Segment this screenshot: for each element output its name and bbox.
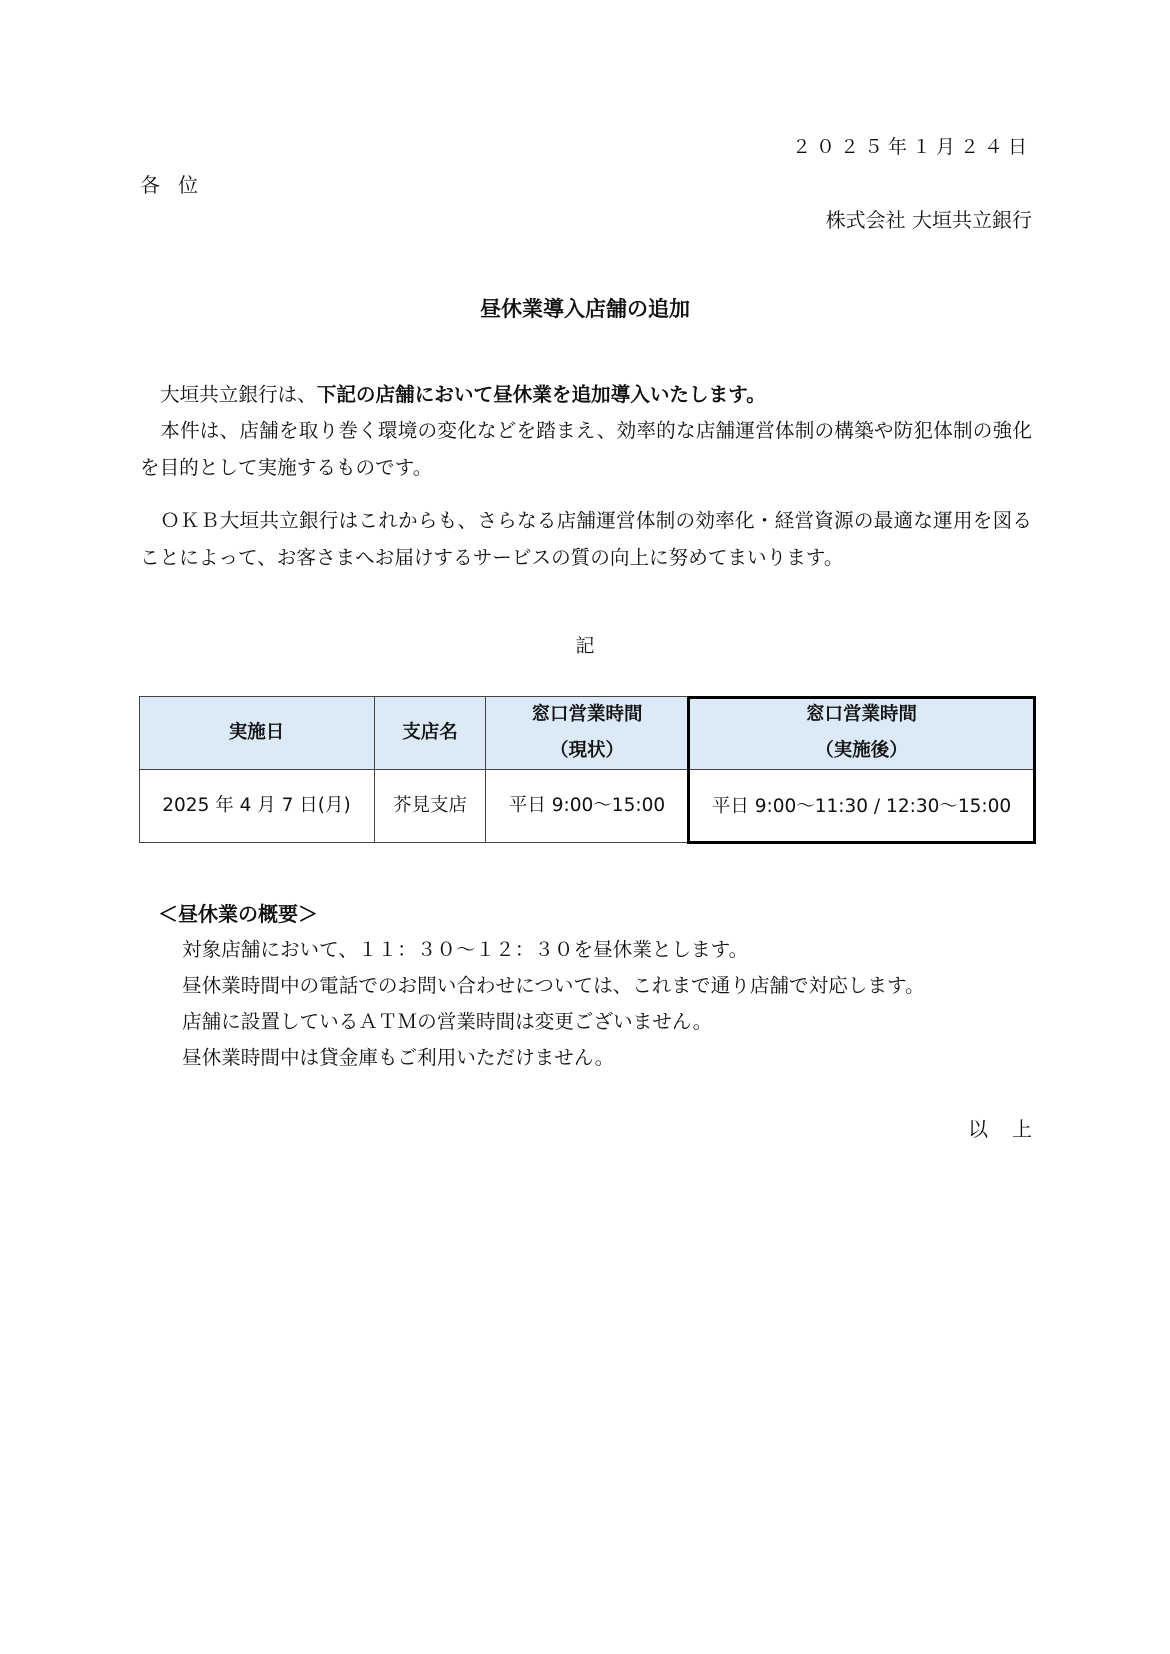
highlight-divider (688, 769, 1035, 770)
sender-name: 株式会社 大垣共立銀行 (825, 208, 1032, 232)
summary-item: 店舗に設置しているＡＴＭの営業時間は変更ございません。 (182, 1010, 713, 1033)
intro-bold-text: 下記の店舗において昼休業を追加導入いたします。 (316, 383, 766, 406)
paragraph-commitment (140, 502, 1032, 576)
closing-mark: 以上 (968, 1117, 1056, 1141)
header-current-line1: 窓口営業時間 (531, 703, 643, 725)
header-current-hours (486, 696, 689, 770)
header-current-line2: （現状） (549, 739, 624, 761)
row-branch-value: 芥見支店 (392, 795, 467, 816)
schedule-table (139, 696, 1036, 843)
row-after-value: 平日 9:00～11:30 / 12:30～15:00 (711, 795, 1012, 817)
row-date-value: 2025 年 4 月 7 日(月) (162, 795, 351, 816)
purpose-text: 本件は、店舗を取り巻く環境の変化などを踏まえ、効率的な店舗運営体制の構築や防犯体制の強化を目的として実施するものです。 (140, 419, 1032, 479)
intro-lead-text: 大垣共立銀行は、 (160, 383, 317, 406)
header-branch-label: 支店名 (402, 721, 458, 743)
header-branch (375, 696, 486, 770)
row-date (139, 770, 375, 843)
row-current-hours (486, 770, 689, 843)
document-title: 昼休業導入店舗の追加 (480, 297, 690, 321)
addressee: 各位 (140, 173, 216, 197)
summary-heading: ＜昼休業の概要＞ (158, 902, 318, 926)
paragraph-purpose (140, 412, 1032, 486)
header-date-label: 実施日 (228, 721, 285, 743)
paragraph-intro (140, 376, 1032, 413)
summary-item: 昼休業時間中は貸金庫もご利用いただけません。 (182, 1046, 615, 1069)
row-after-hours (688, 770, 1035, 843)
header-date (139, 696, 375, 770)
row-current-value: 平日 9:00～15:00 (508, 795, 666, 816)
ki-heading: 記 (575, 635, 595, 657)
document-date: ２０２５年１月２４日 (791, 136, 1032, 158)
header-after-line2: （実施後） (815, 740, 908, 761)
row-branch (375, 770, 486, 843)
header-after-line1: 窓口営業時間 (805, 704, 917, 725)
commitment-text: ＯＫＢ大垣共立銀行はこれからも、さらなる店舗運営体制の効率化・経営資源の最適な運用を図ることによって、お客さまへお届けするサービスの質の向上に努めてまいります。 (140, 509, 1032, 569)
summary-item: 対象店舗において、１１：３０～１２：３０を昼休業とします。 (182, 938, 749, 961)
header-after-hours (688, 696, 1035, 770)
summary-item: 昼休業時間中の電話でのお問い合わせについては、これまで通り店舗で対応します。 (182, 974, 925, 997)
